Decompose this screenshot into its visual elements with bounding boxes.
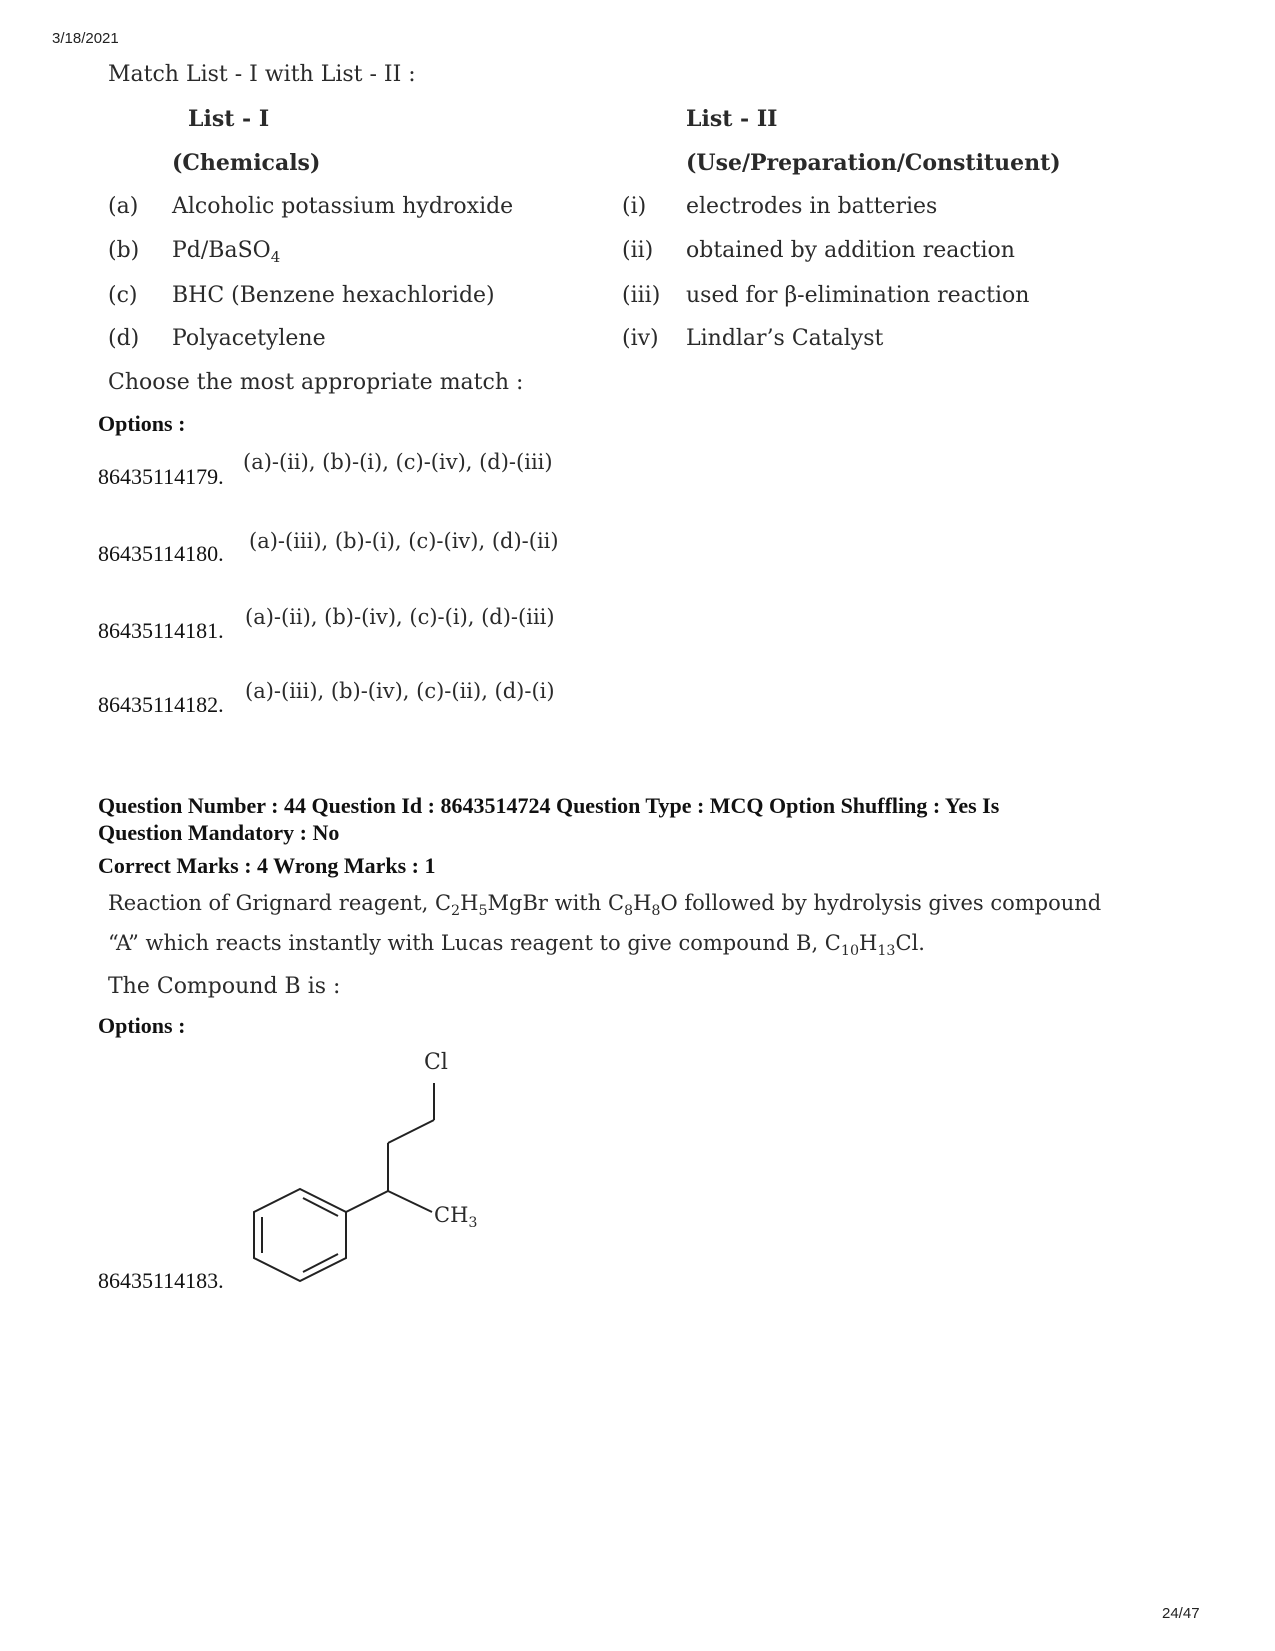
print-date: 3/18/2021 (52, 30, 119, 47)
question-stem-line: Reaction of Grignard reagent, $C_2H_5MgBr$ with $C_8H_8O$ followed by hydrolysis gives compound (108, 891, 1102, 919)
option-text[interactable]: (a)-(ii), (b)-(i), (c)-(iv), (d)-(iii) (243, 450, 553, 474)
methyl-label: $CH_3$ (434, 1203, 478, 1231)
list1-title: List - I (188, 106, 270, 132)
list2-item-i: electrodes in batteries (686, 194, 938, 219)
option-id: 86435114183. (98, 1268, 224, 1293)
bond (388, 1191, 432, 1212)
list1-label-c: (c) (108, 283, 138, 308)
list2-item-ii: obtained by addition reaction (686, 238, 1015, 263)
list2-label-i: (i) (622, 194, 647, 219)
page-number: 24/47 (1162, 1605, 1200, 1622)
option-text[interactable]: (a)-(ii), (b)-(iv), (c)-(i), (d)-(iii) (245, 605, 555, 629)
list1-item-b: Pd/BaSO$_4$ (172, 238, 281, 267)
list1-item-a: Alcoholic potassium hydroxide (172, 194, 514, 219)
bond (388, 1120, 434, 1143)
list2-item-iii: used for β-elimination reaction (686, 283, 1030, 308)
question-meta: Question Number : 44 Question Id : 8643514724 Question Type : MCQ Option Shuffling : Yes Is (98, 793, 1000, 818)
option-text[interactable]: (a)-(iii), (b)-(i), (c)-(iv), (d)-(ii) (249, 529, 559, 553)
list1-item-d: Polyacetylene (172, 326, 326, 351)
benzene-ring (254, 1189, 346, 1281)
option-id: 86435114179. (98, 464, 224, 489)
chlorine-label: Cl (424, 1050, 448, 1075)
option-text[interactable]: (a)-(iii), (b)-(iv), (c)-(ii), (d)-(i) (245, 679, 555, 703)
list1-label-d: (d) (108, 326, 140, 351)
bond (346, 1191, 388, 1212)
option-id: 86435114182. (98, 692, 224, 717)
ring-double-bond (303, 1254, 338, 1272)
question-mandatory: Question Mandatory : No (98, 820, 340, 845)
options-label: Options : (98, 1013, 186, 1038)
list2-subtitle: (Use/Preparation/Constituent) (686, 150, 1061, 176)
option-id: 86435114181. (98, 618, 224, 643)
list2-label-ii: (ii) (622, 238, 654, 263)
list1-item-c: BHC (Benzene hexachloride) (172, 283, 495, 308)
list2-label-iii: (iii) (622, 283, 661, 308)
choose-instruction: Choose the most appropriate match : (108, 370, 524, 395)
list2-title: List - II (686, 106, 778, 132)
list1-subtitle: (Chemicals) (172, 150, 321, 176)
list2-label-iv: (iv) (622, 326, 659, 351)
options-label: Options : (98, 411, 186, 436)
ring-double-bond (303, 1198, 338, 1216)
question-prompt: The Compound B is : (108, 974, 341, 999)
list1-label-b: (b) (108, 238, 140, 263)
question-stem-line: “A” which reacts instantly with Lucas reagent to give compound B, $C_{10}H_{13}Cl$. (108, 931, 925, 959)
list2-item-iv: Lindlar’s Catalyst (686, 326, 884, 351)
question-marks: Correct Marks : 4 Wrong Marks : 1 (98, 853, 436, 878)
option-id: 86435114180. (98, 541, 224, 566)
list1-label-a: (a) (108, 194, 139, 219)
match-instruction: Match List - I with List - II : (108, 62, 416, 87)
